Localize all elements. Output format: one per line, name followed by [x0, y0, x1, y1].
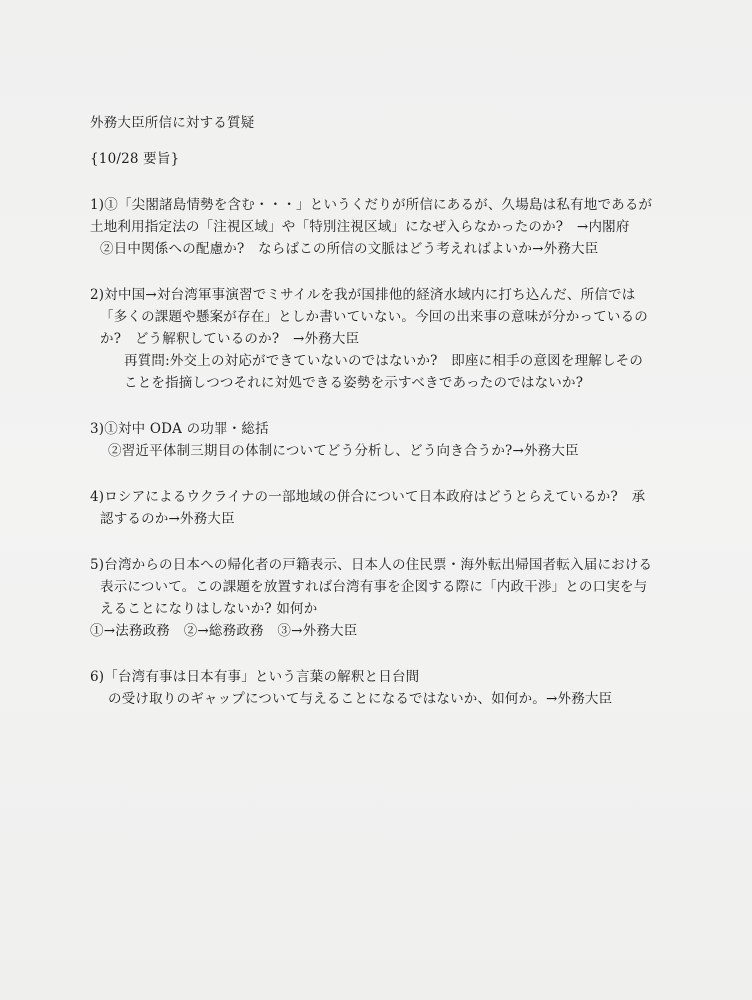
- document-body: [90, 112, 690, 710]
- question-line: 2)対中国→対台湾軍事演習でミサイルを我が国排他的経済水域内に打ち込んだ、所信では: [90, 287, 636, 303]
- question-line: か? どう解釈しているのか? →外務大臣: [100, 331, 360, 347]
- document-subtitle: {10/28 要旨}: [90, 151, 180, 167]
- question-6: [90, 666, 690, 710]
- question-2: [90, 284, 690, 394]
- question-line: 5)台湾からの日本への帰化者の戸籍表示、日本人の住民票・海外転出帰国者転入届における: [90, 557, 653, 573]
- question-4: [90, 486, 690, 530]
- question-line: 認するのか→外務大臣: [100, 511, 235, 527]
- question-line: 「多くの課題や懸案が存在」としか書いていない。今回の出来事の意味が分かっているの: [100, 309, 648, 325]
- question-line: ①→法務政務 ②→総務政務 ③→外務大臣: [90, 623, 358, 639]
- question-line: 1)①「尖閣諸島情勢を含む・・・」というくだりが所信にあるが、久場島は私有地であるが: [90, 197, 653, 213]
- question-line: 再質問:外交上の対応ができていないのではないか? 即座に相手の意図を理解しその: [124, 353, 644, 369]
- question-line: 表示について。この課題を放置すれば台湾有事を企図する際に「内政干渉」との口実を与: [100, 579, 648, 595]
- question-line: ②習近平体制三期目の体制についてどう分析し、どう向き合うか?→外務大臣: [108, 443, 579, 459]
- question-1: [90, 194, 690, 260]
- question-line: 6)「台湾有事は日本有事」という言葉の解釈と日台間: [90, 669, 420, 685]
- question-line: ことを指摘しつつそれに対処できる姿勢を示すべきであったのではないか?: [124, 375, 584, 391]
- question-3: [90, 418, 690, 462]
- question-line: 3)①対中 ODA の功罪・総括: [90, 421, 269, 437]
- document-title: 外務大臣所信に対する質疑: [90, 115, 255, 131]
- question-line: 4)ロシアによるウクライナの一部地域の併合について日本政府はどうとらえているか? 承: [90, 489, 646, 505]
- question-5: [90, 554, 690, 642]
- question-line: の受け取りのギャップについて与えることになるではないか、如何か。→外務大臣: [108, 691, 613, 707]
- question-line: えることになりはしないか? 如何か: [100, 601, 318, 617]
- question-line: 土地利用指定法の「注視区域」や「特別注視区域」になぜ入らなかったのか? →内閣府: [90, 219, 630, 235]
- question-line: ②日中関係への配慮か? ならばこの所信の文脈はどう考えればよいか→外務大臣: [100, 241, 599, 257]
